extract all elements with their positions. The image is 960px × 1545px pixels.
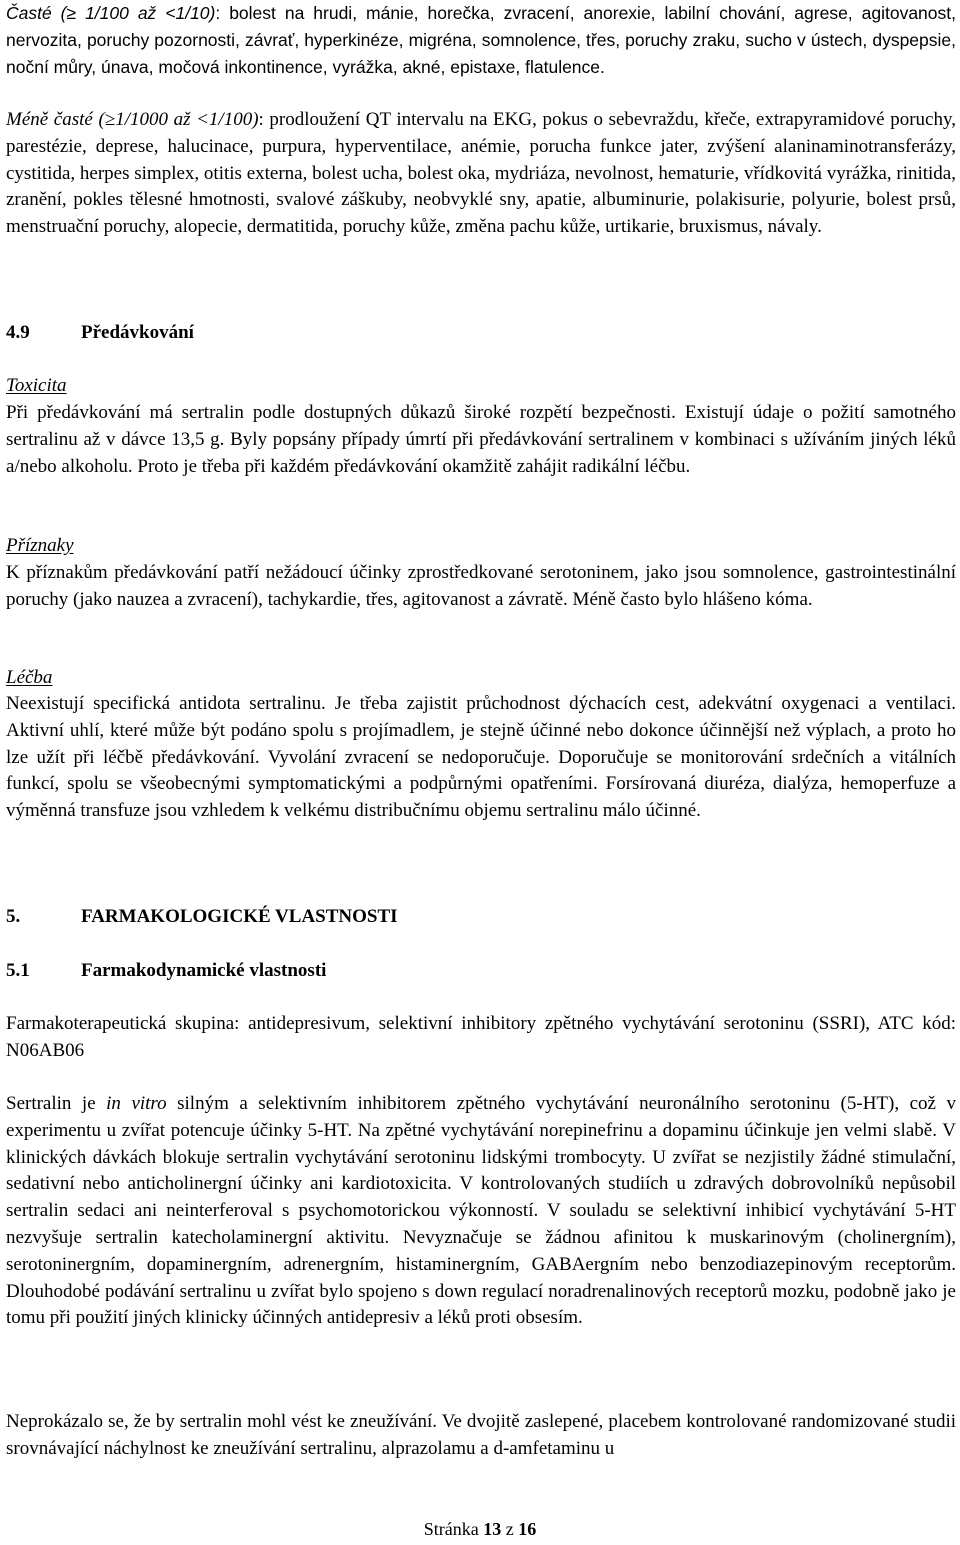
- mechanism-text-rest: silným a selektivním inhibitorem zpětného vychytávání neuronálního serotoninu (5-HT), což v experimentu u zvířat potencuje účinky 5-HT. Na zpětné vychytávání norepinefrinu a dopaminu účinkuje jen velmi slabě. V klinických dávkách blokuje sertralin vychytávání serotoninu lidskými trombocyty. U zvířat se nezjistily žádné stimulační, sedativní nebo anticholinergní účinky ani kardiotoxicita. V kontrolovaných studiích u zdravých dobrovolníků nepůsobil sertralin sedaci ani neinterferoval s psychomotorickou výkonností. V souladu se selektivní inhibicí vychytávání 5-HT nezvyšuje sertralin katecholaminergní aktivitu. Nevyznačuje se žádnou afinitou k muskarinovým (cholinergním), serotoninergním, dopaminergním, adrenergním, histaminergním, GABAergním nebo benzodiazepinovým receptorům. Dlouhodobé podávání sertralinu u zvířat bylo spojeno s down regulací noradrenalinových receptorů mozku, podobně jako je tomu při použití jiných klinicky účinných antidepresiv a léků proti obsesím.: [6, 1093, 956, 1329]
- frequency-common-paragraph: [6, 0, 956, 80]
- in-vitro-term: in vitro: [106, 1093, 167, 1114]
- subheading-toxicity: Toxicita: [6, 375, 67, 396]
- mechanism-paragraph: [6, 1091, 956, 1332]
- subheading-symptoms: Příznaky: [6, 535, 74, 556]
- footer-prefix: Stránka: [423, 1519, 479, 1539]
- subsection-title: Farmakodynamické vlastnosti: [81, 960, 327, 981]
- subsection-heading-pharmacodynamics: [6, 958, 956, 985]
- frequency-common-text: : bolest na hrudi, mánie, horečka, zvracení, anorexie, labilní chování, agrese, agitovanost, nervozita, poruchy pozornosti, závrať, hyperkinéze, migréna, somnolence, třes, poruchy zraku, sucho v ústech, dyspepsie, noční můry, únava, močová inkontinence, vyrážka, akné, epistaxe, flatulence.: [6, 3, 956, 77]
- frequency-common-label: Časté (≥ 1/100 až <1/10): [6, 3, 216, 23]
- page-footer: [0, 1518, 960, 1540]
- symptoms-paragraph: K příznakům předávkování patří nežádoucí účinky zprostředkované serotoninem, jako jsou somnolence, gastrointestinální poruchy (jako nauzea a zvracení), tachykardie, třes, agitovanost a závratě. Méně často bylo hlášeno kóma.: [6, 562, 956, 610]
- subheading-treatment: Léčba: [6, 667, 53, 688]
- mechanism-text-start: Sertralin je: [6, 1093, 107, 1114]
- abuse-potential-paragraph: Neprokázalo se, že by sertralin mohl vést ke zneužívání. Ve dvojitě zaslepené, placebem kontrolované randomizované studii srovnávající náchylnost ke zneužívání sertralinu, alprazolamu a d-amfetaminu u: [6, 1411, 956, 1459]
- frequency-uncommon-text: : prodloužení QT intervalu na EKG, pokus o sebevraždu, křeče, extrapyramidové poruchy, parestézie, deprese, halucinace, purpura, hyperventilace, anémie, porucha funkce jater, zvýšení alaninaminotransferázy, cystitida, herpes simplex, otitis externa, bolest ucha, bolest oka, mydriáza, nevolnost, hematurie, vřídkovitá vyrážka, rinitida, zranění, pokles tělesné hmotnosti, svalové záškuby, neobvyklé sny, apatie, albuminurie, polakisurie, polyurie, bolest prsů, menstruační poruchy, alopecie, dermatitida, poruchy kůže, změna pachu kůže, urtikarie, bruxismus, návaly.: [6, 109, 956, 238]
- section-title: FARMAKOLOGICKÉ VLASTNOSTI: [81, 906, 398, 927]
- subsection-number: 5.1: [6, 960, 30, 981]
- frequency-uncommon-paragraph: [6, 107, 956, 241]
- section-heading-pharmacology: [6, 904, 956, 931]
- footer-separator: z: [505, 1519, 514, 1539]
- toxicity-paragraph: Při předávkování má sertralin podle dostupných důkazů široké rozpětí bezpečnosti. Existují údaje o požití samotného sertralinu až v dávce 13,5 g. Byly popsány případy úmrtí při předávkování sertralinem v kombinaci s užíváním jiných léků a/nebo alkoholu. Proto je třeba při každém předávkování okamžitě zahájit radikální léčbu.: [6, 402, 956, 477]
- section-title: Předávkování: [81, 322, 194, 343]
- section-number: 4.9: [6, 322, 30, 343]
- treatment-paragraph: Neexistují specifická antidota sertralinu. Je třeba zajistit průchodnost dýchacích cest, adekvátní oxygenaci a ventilaci. Aktivní uhlí, které může být podáno spolu s projímadlem, je stejně účinné nebo dokonce účinnější než výplach, a proto ho lze užít při léčbě předávkování. Vyvolání zvracení se nedoporučuje. Doporučuje se monitorování srdečních a vitálních funkcí, spolu se všeobecnými symptomatickými a podpůrnými opatřeními. Forsírovaná diuréza, dialýza, hemoperfuze a výměnná transfuze jsou vzhledem k velkému distribučnímu objemu sertralinu málo účinné.: [6, 693, 956, 822]
- section-heading-overdose: [6, 320, 956, 347]
- footer-page-total: 16: [518, 1519, 537, 1539]
- pharmacotherapeutic-group-paragraph: Farmakoterapeutická skupina: antidepresivum, selektivní inhibitory zpětného vychytávání serotoninu (SSRI), ATC kód: N06AB06: [6, 1013, 956, 1061]
- frequency-uncommon-label: Méně časté (≥1/1000 až <1/100): [6, 109, 259, 130]
- section-number: 5.: [6, 906, 21, 927]
- footer-page-number: 13: [483, 1519, 502, 1539]
